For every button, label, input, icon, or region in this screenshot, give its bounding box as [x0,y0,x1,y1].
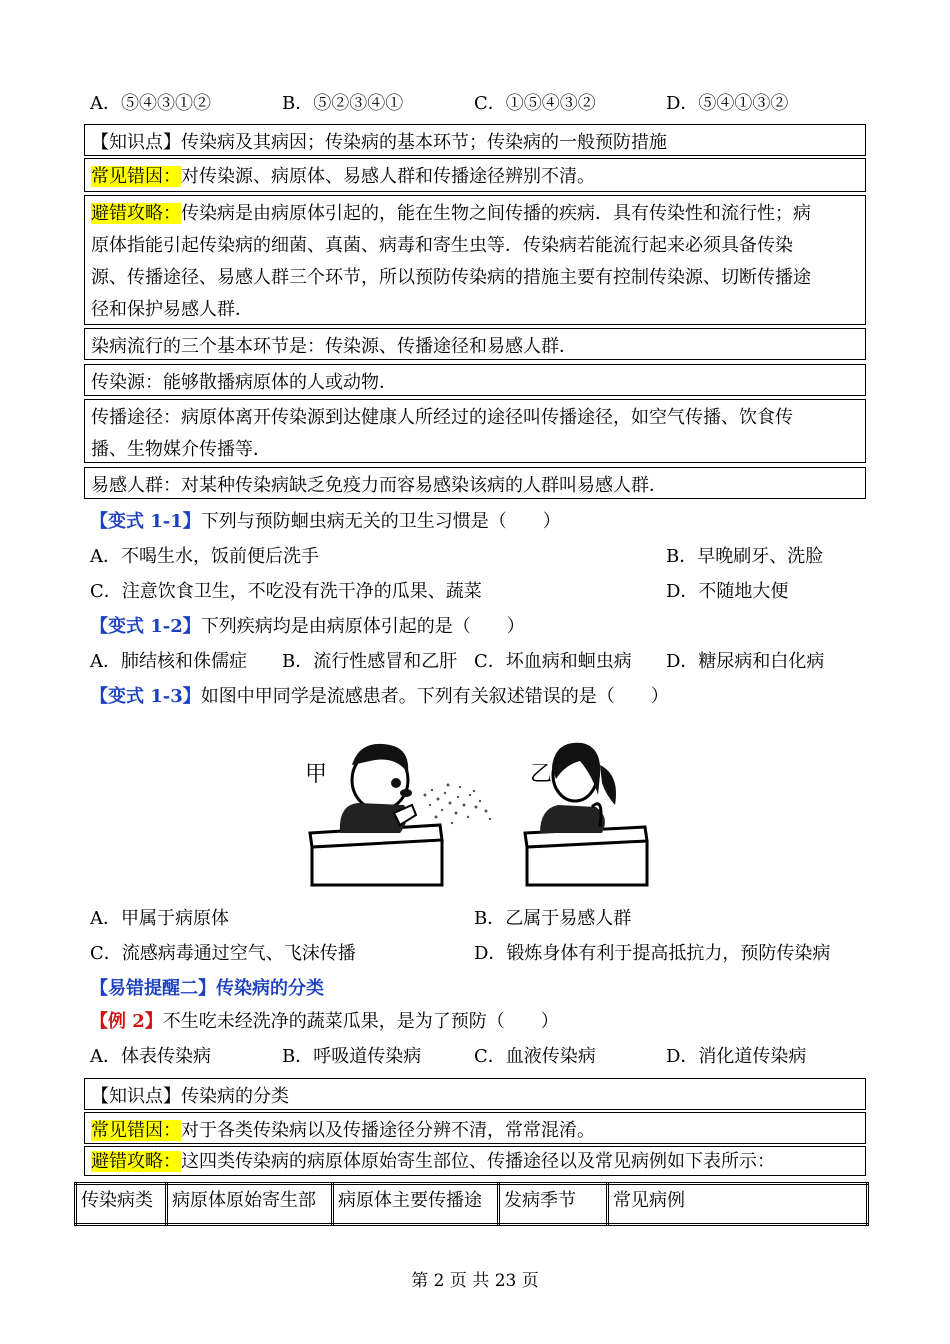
option-c: C．流感病毒通过空气、飞沫传播 [90,943,356,964]
figure-label-jia: 甲 [305,762,328,787]
susceptible-group: 易感人群：对某种传染病缺乏免疫力而容易感染该病的人群叫易感人群． [84,467,866,499]
page-footer: 第 2 页 共 23 页 [411,1271,539,1291]
table-header-cell: 病原体原始寄生部 [167,1184,333,1225]
transmission-route [84,399,866,463]
variant-tag: 【变式 1-3】 [90,686,201,707]
section-heading: 【易错提醒二】传染病的分类 [90,978,324,999]
question-stem: 下列疾病均是由病原体引起的是（ ） [200,616,525,637]
knowledge-point: 【知识点】传染病的分类 [84,1078,866,1110]
error-tips [84,195,866,325]
common-error [84,158,866,192]
table-header-cell: 传染病类 [76,1184,167,1225]
illustration-drawing [300,735,670,895]
option-b: B．⑤②③④① [282,93,404,114]
option-b: B．呼吸道传染病 [282,1046,422,1067]
option-d: D．⑤④①③② [666,93,789,114]
common-error [84,1112,866,1144]
option-b: B．流行性感冒和乙肝 [282,651,458,672]
option-b: B．早晚刷牙、洗脸 [666,546,824,567]
question-stem: 不生吃未经洗净的蔬菜瓜果，是为了预防（ ） [162,1011,559,1032]
option-c: C．血液传染病 [474,1046,596,1067]
three-links: 染病流行的三个基本环节是：传染源、传播途径和易感人群． [84,328,866,360]
example-2-question [90,1008,559,1036]
variant-1-2-question [90,613,525,641]
tips-label: 避错攻略： [91,203,181,224]
figure-label-yi: 乙 [530,762,553,787]
variant-tag: 【变式 1-2】 [90,616,201,637]
error-label: 常见错因： [91,166,181,187]
option-c: C．坏血病和蛔虫病 [474,651,632,672]
knowledge-point: 【知识点】传染病及其病因；传染病的基本环节；传染病的一般预防措施 [84,124,866,156]
table-header-cell: 常见病例 [608,1184,868,1225]
tips-line-2: 原体指能引起传染病的细菌、真菌、病毒和寄生虫等．传染病若能流行起来必须具备传染 [91,235,793,256]
infection-source: 传染源：能够散播病原体的人或动物． [84,364,866,396]
error-text: 对传染源、病原体、易感人群和传播途径辨别不清。 [181,166,595,187]
option-d: D．糖尿病和白化病 [666,651,825,672]
option-a: A．体表传染病 [90,1046,211,1067]
tips-label: 避错攻略： [91,1151,181,1172]
table-header-row [76,1184,868,1225]
option-d: D．不随地大便 [666,581,789,602]
classification-table [74,1182,869,1226]
option-a: A．甲属于病原体 [90,908,229,929]
question-stem: 下列与预防蛔虫病无关的卫生习惯是（ ） [200,511,561,532]
table-header-cell: 病原体主要传播途 [333,1184,499,1225]
option-a: A．肺结核和侏儒症 [90,651,247,672]
tips-line-4: 径和保护易感人群． [91,299,253,320]
question-stem: 如图中甲同学是流感患者。下列有关叙述错误的是（ ） [200,686,669,707]
error-label: 常见错因： [91,1120,181,1141]
tips-line-1: 传染病是由病原体引起的，能在生物之间传播的疾病．具有传染性和流行性；病 [181,203,811,224]
variant-1-3-question [90,683,669,711]
error-text: 对于各类传染病以及传播途径分辨不清，常常混淆。 [181,1120,595,1141]
table-header-cell: 发病季节 [499,1184,608,1225]
error-tips [84,1146,866,1176]
route-line-1: 传播途径：病原体离开传染源到达健康人所经过的途径叫传播途径，如空气传播、饮食传 [91,407,793,428]
option-a: A．⑤④③①② [90,93,211,114]
option-b: B．乙属于易感人群 [474,908,632,929]
option-c: C．①⑤④③② [474,93,596,114]
option-d: D．消化道传染病 [666,1046,807,1067]
variant-tag: 【变式 1-1】 [90,511,201,532]
tips-line-3: 源、传播途径、易感人群三个环节，所以预防传染病的措施主要有控制传染源、切断传播途 [91,267,811,288]
example-tag: 【例 2】 [90,1011,163,1032]
option-a: A．不喝生水，饭前便后洗手 [90,546,319,567]
tips-text: 这四类传染病的病原体原始寄生部位、传播途径以及常见病例如下表所示： [181,1151,775,1172]
variant-1-1-question [90,508,561,536]
option-d: D．锻炼身体有利于提高抵抗力，预防传染病 [474,943,831,964]
option-c: C．注意饮食卫生，不吃没有洗干净的瓜果、蔬菜 [90,581,482,602]
route-line-2: 播、生物媒介传播等． [91,439,271,460]
flu-illustration [300,735,670,895]
